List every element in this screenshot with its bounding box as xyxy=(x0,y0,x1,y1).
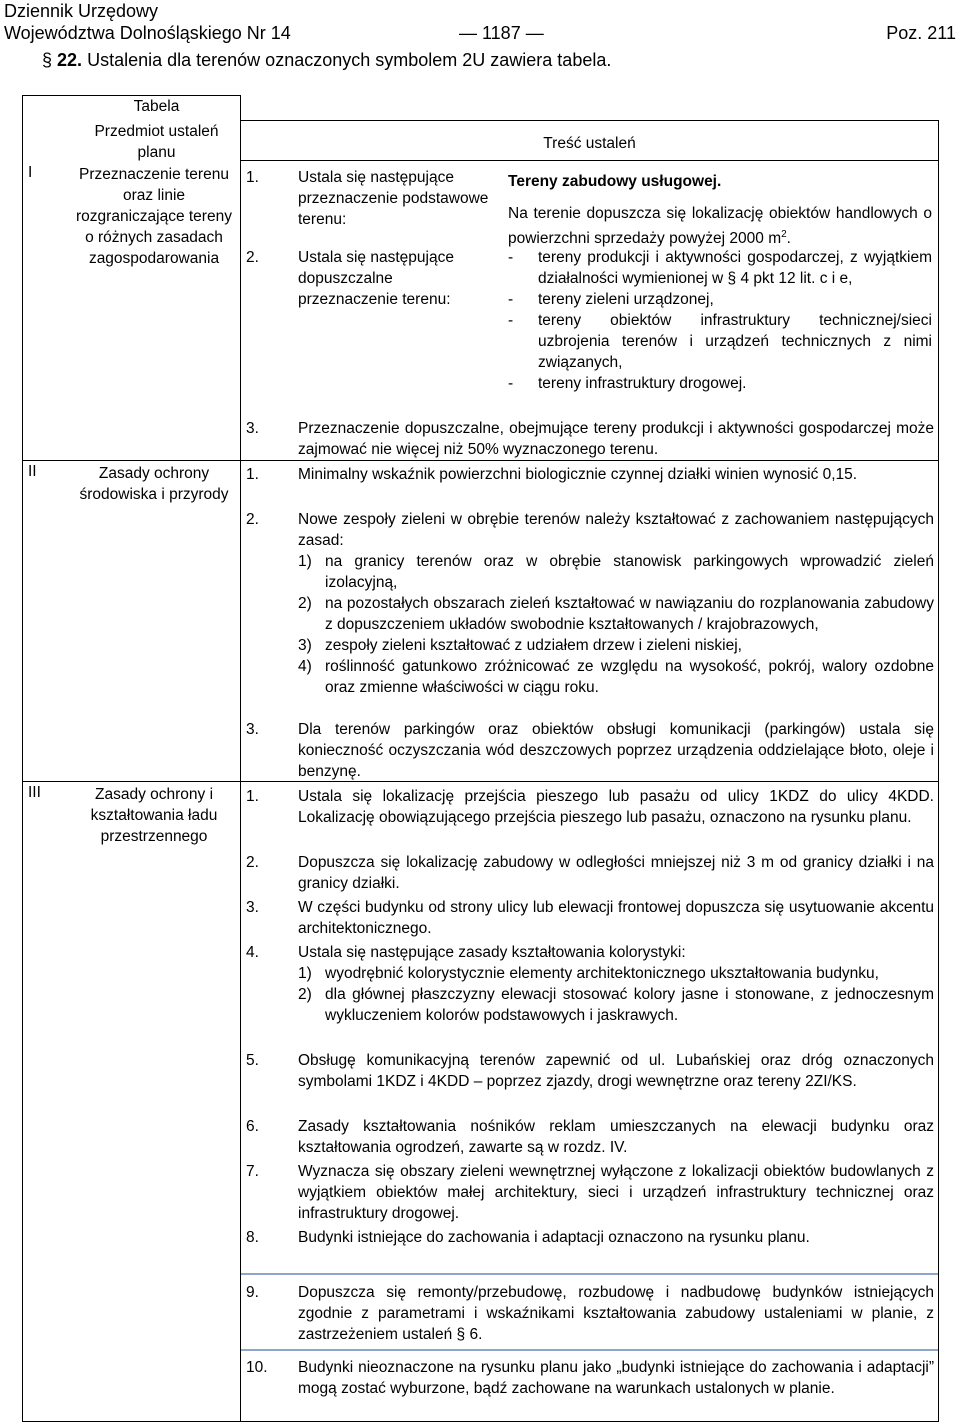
s2-item3-number: 3. xyxy=(246,721,259,738)
s2-point-4-text: roślinność gatunkowo zróżnicować ze względu na wysokość, pokrój, walory ozdobne oraz zmienne właściwości w ciągu roku. xyxy=(325,658,934,696)
s3-item9-number: 9. xyxy=(246,1284,259,1301)
paragraph-text: Ustalenia dla terenów oznaczonych symbolem 2U zawiera tabela. xyxy=(87,50,612,70)
s1-item1-number: 1. xyxy=(246,169,259,186)
s3-color-point-1 xyxy=(298,963,934,984)
s3-color-point-2-text: dla głównej płaszczyzny elewacji stosować kolory jasne i stonowane, z jednoczesnym wykluczeniem kolorów podstawowych i jaskrawych. xyxy=(325,986,934,1024)
s2-point-4-number: 4) xyxy=(298,658,312,675)
s3-item3-text: W części budynku od strony ulicy lub elewacji frontowej dopuszcza się usytuowanie akcentu architektonicznego. xyxy=(298,899,934,937)
s3-item8 xyxy=(246,1227,934,1248)
s2-item1-number: 1. xyxy=(246,466,259,483)
section-title-2: Zasady ochrony środowiska i przyrody xyxy=(79,465,229,503)
s1-item3-number: 3. xyxy=(246,420,259,437)
s1-item1-text-body: Na terenie dopuszcza się lokalizację obiektów handlowych o powierzchni sprzedaży powyżej 2000 m xyxy=(508,205,932,248)
s2-item2 xyxy=(246,509,934,698)
s2-item3-text: Dla terenów parkingów oraz obiektów obsługi komunikacji (parkingów) ustala się konieczność oczyszczania wód deszczowych poprzez urządzenia oddzielające błoto, oleje i benzynę. xyxy=(298,721,934,780)
s1-item1-sup: 2 xyxy=(781,229,787,240)
document-header xyxy=(4,0,958,44)
s3-item1 xyxy=(246,786,934,828)
table-divider-col xyxy=(240,95,241,1422)
header-row-divider xyxy=(240,160,939,161)
section-number-1: I xyxy=(28,164,33,181)
col-header-subject: Przedmiot ustaleń planu xyxy=(94,123,219,161)
s2-point-1-number: 1) xyxy=(298,553,312,570)
s1-item3 xyxy=(246,418,934,460)
s1-dash-text-2: tereny zieleni urządzonej, xyxy=(538,291,714,308)
table-caption: Tabela xyxy=(133,98,180,115)
s3-color-point-2-number: 2) xyxy=(298,986,312,1003)
s1-item1-title: Tereny zabudowy usługowej. xyxy=(508,173,722,190)
s1-item2-label: Ustala się następujące dopuszczalne przeznaczenie terenu: xyxy=(298,249,454,308)
dash-marker: - xyxy=(508,375,514,392)
s3-item7-number: 7. xyxy=(246,1163,259,1180)
s3-item8-text: Budynki istniejące do zachowania i adaptacji oznaczono na rysunku planu. xyxy=(298,1229,810,1246)
section-title-3: Zasady ochrony i kształtowania ładu przestrzennego xyxy=(90,786,218,845)
position-number: Poz. 211 xyxy=(886,23,956,43)
s3-item5-text: Obsługę komunikacyjną terenów zapewnić od ul. Lubańskiej oraz dróg oznaczonych symbolami 1KDZ i 4KDD – poprzez zjazdy, drogi wewnętrzne oraz tereny 2ZI/KS. xyxy=(298,1052,934,1090)
s1-item3-text: Przeznaczenie dopuszczalne, obejmujące tereny produkcji i aktywności gospodarczej może zajmować nie więcej niż 50% wyznaczonego terenu. xyxy=(298,420,934,458)
s1-item1-label: Ustala się następujące przeznaczenie podstawowe terenu: xyxy=(298,169,489,228)
col-header-content: Treść ustaleń xyxy=(543,135,636,152)
s2-point-1 xyxy=(298,551,934,593)
s3-item7 xyxy=(246,1161,934,1224)
s3-item5-number: 5. xyxy=(246,1052,259,1069)
regulations-table xyxy=(22,95,939,1422)
s2-point-3-number: 3) xyxy=(298,637,312,654)
s3-item10 xyxy=(246,1357,934,1399)
section-title-1: Przeznaczenie terenu oraz linie rozgraniczające tereny o różnych zasadach zagospodarowania xyxy=(76,166,232,267)
section-divider-2 xyxy=(22,781,939,782)
section-number-3: III xyxy=(28,784,41,801)
s3-item1-text: Ustala się lokalizację przejścia pieszego lub pasażu od ulicy 1KDZ do ulicy 4KDD. Lokalizację obowiązującego przejścia pieszego lub pasażu, oznaczono na rysunku planu. xyxy=(298,788,934,826)
dash-marker: - xyxy=(508,291,514,308)
s2-item3 xyxy=(246,719,934,782)
s3-item6-text: Zasady kształtowania nośników reklam umieszczanych na elewacji budynku oraz kształtowania ogrodzeń, zawarte są w rozdz. IV. xyxy=(298,1118,934,1156)
s3-item7-text: Wyznacza się obszary zieleni wewnętrznej wyłączone z lokalizacji obiektów budowlanych z wyjątkiem obiektów małej architektury, sieci i urządzeń infrastruktury technicznej oraz infrastruktury drogowej. xyxy=(298,1163,934,1222)
s2-point-2 xyxy=(298,593,934,635)
table-border-bottom xyxy=(22,1421,939,1422)
s3-item6-number: 6. xyxy=(246,1118,259,1135)
s3-color-point-1-number: 1) xyxy=(298,965,312,982)
s3-color-point-1-text: wyodrębnić kolorystycznie elementy architektonicznego ukształtowania budynku, xyxy=(325,965,879,982)
s3-item8-number: 8. xyxy=(246,1229,259,1246)
s2-point-1-text: na granicy terenów oraz w obrębie stanowisk parkingowych wprowadzić zieleń izolacyjną, xyxy=(325,553,934,591)
s3-item2-text: Dopuszcza się lokalizację zabudowy w odległości mniejszej niż 3 m od granicy działki i na granicy działki. xyxy=(298,854,934,892)
section-number-2: II xyxy=(28,463,37,480)
paragraph-number: 22. xyxy=(57,50,83,70)
s1-dash-item-4 xyxy=(508,373,932,394)
s3-item10-number: 10. xyxy=(246,1359,268,1376)
s3-item1-number: 1. xyxy=(246,788,259,805)
s1-dash-text-4: tereny infrastruktury drogowej. xyxy=(538,375,747,392)
s1-dash-list xyxy=(508,247,932,394)
s3-item9 xyxy=(246,1282,934,1345)
s2-item2-text: Nowe zespoły zieleni w obrębie terenów należy kształtować z zachowaniem następujących zasad: xyxy=(298,511,934,549)
blue-separator-1 xyxy=(241,1273,938,1275)
s2-point-3 xyxy=(298,635,934,656)
s3-item4-number: 4. xyxy=(246,944,259,961)
journal-title: Dziennik Urzędowy xyxy=(4,1,159,21)
s2-item1-text: Minimalny wskaźnik powierzchni biologicznie czynnej działki winien wynosić 0,15. xyxy=(298,466,858,483)
s3-item3 xyxy=(246,897,934,939)
s3-item4-text: Ustala się następujące zasady kształtowania kolorystyki: xyxy=(298,944,686,961)
s1-dash-text-1: tereny produkcji i aktywności gospodarczej, z wyjątkiem działalności wymienionej w § 4 pkt 12 lit. c i e, xyxy=(538,249,932,287)
journal-subtitle: Województwa Dolnośląskiego Nr 14 xyxy=(4,23,291,43)
s2-point-2-text: na pozostałych obszarach zieleń kształtować w nawiązaniu do rozplanowania zabudowy z dopuszczeniem układów swobodnie kształtowanych / krajobrazowych, xyxy=(325,595,934,633)
paragraph-heading xyxy=(42,50,611,71)
s3-item5 xyxy=(246,1050,934,1092)
s3-item2 xyxy=(246,852,934,894)
table-border-right xyxy=(938,120,939,1422)
dash-marker: - xyxy=(508,249,514,266)
s1-dash-item-3 xyxy=(508,310,932,373)
s3-item10-text: Budynki nieoznaczone na rysunku planu jako „budynki istniejące do zachowania i adaptacji” mogą zostać wyburzone, bądź zachowane na warunkach ustalonych w planie. xyxy=(298,1359,934,1397)
s2-point-3-text: zespoły zieleni kształtować z udziałem drzew i zieleni niskiej, xyxy=(325,637,742,654)
s3-item3-number: 3. xyxy=(246,899,259,916)
s2-point-2-number: 2) xyxy=(298,595,312,612)
page-number: — 1187 — xyxy=(459,23,544,43)
s3-color-point-2 xyxy=(298,984,934,1026)
s2-point-4 xyxy=(298,656,934,698)
s1-item1-text xyxy=(508,203,932,249)
s1-dash-item-1 xyxy=(508,247,932,289)
table-border-top-right xyxy=(240,120,939,121)
s2-item2-number: 2. xyxy=(246,511,259,528)
dash-marker: - xyxy=(508,312,514,329)
section-divider-1 xyxy=(22,460,939,461)
s1-dash-text-3: tereny obiektów infrastruktury technicznej/sieci uzbrojenia terenów i urządzeń technicznych z nimi związanych, xyxy=(538,312,932,371)
blue-separator-2 xyxy=(241,1349,938,1351)
s3-item2-number: 2. xyxy=(246,854,259,871)
s1-item1-text-end: . xyxy=(786,230,791,248)
s3-item9-text: Dopuszcza się remonty/przebudowę, rozbudowę i nadbudowę budynków istniejących zgodnie z parametrami i wskaźnikami kształtowania zabudowy ustaleniami w planie, z zastrzeżeniem ustaleń § 6. xyxy=(298,1284,934,1343)
s1-item2-number: 2. xyxy=(246,249,259,266)
s3-item6 xyxy=(246,1116,934,1158)
s3-item4 xyxy=(246,942,934,1026)
s2-item1 xyxy=(246,464,934,485)
section-sign: § xyxy=(42,50,53,70)
table-border-left xyxy=(22,95,23,1422)
s1-dash-item-2 xyxy=(508,289,932,310)
